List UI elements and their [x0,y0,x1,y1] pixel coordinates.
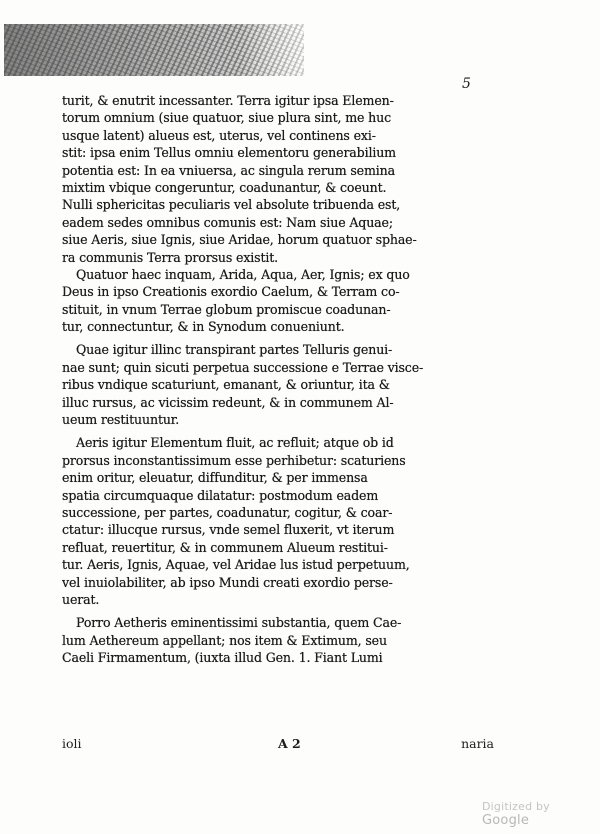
paragraph-start-line: Porro Aetheris eminentissimi substantia, quem Cae- [76,615,402,631]
digitization-watermark [482,800,600,828]
text-line: Caeli Firmamentum, (iuxta illud Gen. 1. Fiant Lumi [62,650,383,666]
text-line: nae sunt; quin sicuti perpetua successione e Terrae visce- [62,359,424,375]
text-line: siue Aeris, siue Ignis, siue Aridae, horum quatuor sphae- [62,232,417,248]
text-line: prorsus inconstantissimum esse perhibetur: scaturiens [62,452,406,468]
text-line: eadem sedes omnibus comunis est: Nam siue Aquae; [62,214,393,230]
body-text [62,92,494,667]
text-line: ra communis Terra prorsus existit. [62,249,279,265]
paragraph-start-line: Aeris igitur Elementum fluit, ac refluit; atque ob id [76,435,394,451]
catchword: naria [461,736,494,751]
text-line: Deus in ipso Creationis exordio Caelum, & Terram co- [62,284,400,300]
text-line: illuc rursus, ac vicissim redeunt, & in communem Al- [62,394,394,410]
text-line: stituit, in vnum Terrae globum promiscue coadunan- [62,301,391,317]
paragraph-start-line: Quatuor haec inquam, Arida, Aqua, Aer, Ignis; ex quo [76,266,410,282]
text-line: potentia est: In ea vniuersa, ac singula rerum semina [62,162,395,178]
text-line: torum omnium (siue quatuor, siue plura sint, me huc [62,110,391,126]
page-number: 5 [462,76,471,92]
signature-mark: A 2 [278,736,301,751]
headpiece-fade [240,24,360,76]
watermark-brand: Google [482,813,530,828]
text-line: stit: ipsa enim Tellus omniu elementoru generabilium [62,145,396,161]
text-line: ribus vndique scaturiunt, emanant, & oriuntur, ita & [62,377,390,393]
text-line: turit, & enutrit incessanter. Terra igitur ipsa Elemen- [62,93,394,108]
text-line: successione, per partes, coadunatur, cogitur, & coar- [62,504,393,520]
text-line: spatia circumquaque dilatatur: postmodum eadem [62,487,379,503]
watermark-prefix: Digitized by [482,800,550,813]
page-footer [62,736,494,754]
text-line: tur. Aeris, Ignis, Aquae, vel Aridae lus istud perpetuum, [62,557,410,573]
text-line: ctatur: illucque rursus, vnde semel fluxerit, vt iterum [62,522,395,538]
text-line: ueum restituuntur. [62,412,180,428]
text-line: Nulli sphericitas peculiaris vel absolute tribuenda est, [62,197,401,213]
text-line: vel inuiolabiliter, ab ipso Mundi creati exordio perse- [62,574,393,590]
text-line: refluat, reuertitur, & in communem Alueum restitui- [62,539,388,555]
text-line: lum Aethereum appellant; nos item & Extimum, seu [62,632,387,648]
text-line: enim oritur, eleuatur, diffunditur, & per immensa [62,470,368,486]
footer-left-fragment: ioli [62,736,82,751]
text-line: uerat. [62,591,100,607]
text-line: usque latent) alueus est, uterus, vel continens exi- [62,127,376,143]
text-line: mixtim vbique congeruntur, coadunantur, & coeunt. [62,179,387,195]
paragraph-start-line: Quae igitur illinc transpirant partes Telluris genui- [76,342,393,358]
text-line: tur, connectuntur, & in Synodum conueniunt. [62,319,345,335]
